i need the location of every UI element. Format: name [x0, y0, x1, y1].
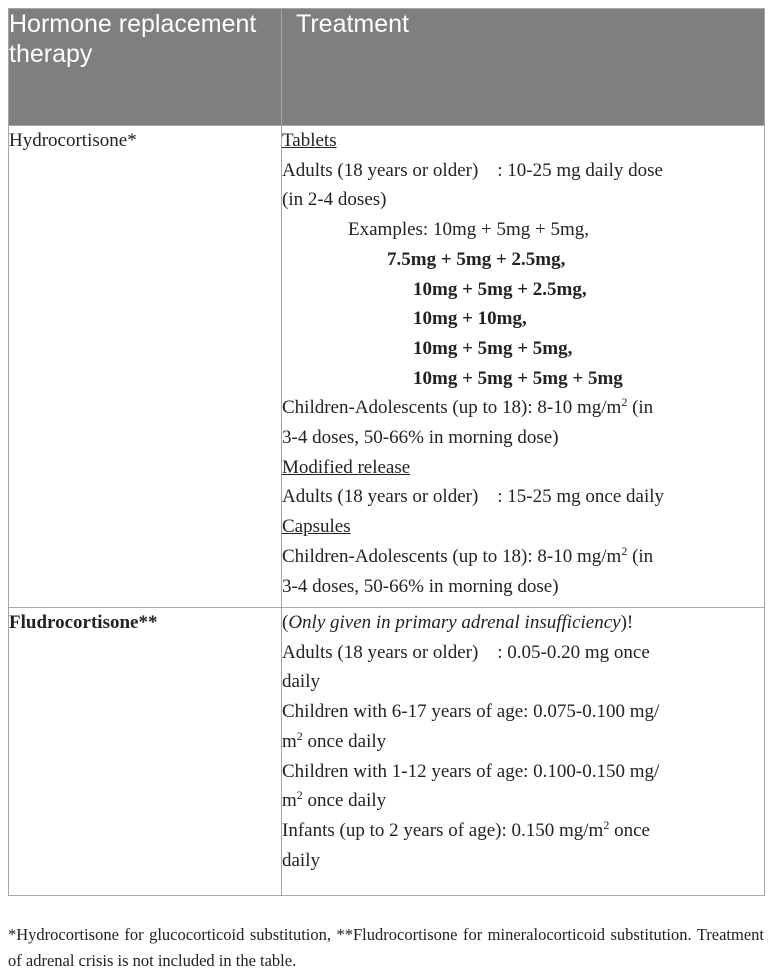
capsules-children-dose-line1 — [282, 542, 764, 572]
fludrocortisone-name-cell — [9, 608, 282, 896]
fludro-infants-line1 — [282, 816, 764, 846]
note-open: ( — [282, 612, 289, 633]
tablets-adults-dose-line1 — [282, 156, 764, 186]
hydrocortisone-name-cell — [9, 126, 282, 608]
capsules-children-dose-tail: (in — [627, 545, 654, 567]
examples-label: Examples: 10mg + 5mg + 5mg, — [348, 219, 589, 241]
tablets-adults-dose-line2: (in 2-4 doses) — [282, 189, 387, 211]
capsules-children-dose-line2: 3-4 doses, 50-66% in morning dose) — [282, 575, 559, 597]
fludro-children-6-17-line2 — [282, 727, 764, 757]
header-col-therapy: Hormone replacement therapy — [9, 9, 282, 126]
table-footnote: *Hydrocortisone for glucocorticoid substitution, **Fludrocortisone for mineralocorticoid substitution. Treatment of adrenal crisis is not included in the table. — [8, 925, 764, 970]
tablets-children-dose-line1 — [282, 393, 764, 423]
fludro-adults-line1 — [282, 638, 764, 668]
hormone-therapy-table — [8, 8, 765, 896]
table-row-hydrocortisone — [9, 126, 765, 608]
example-item: 10mg + 5mg + 5mg, — [413, 337, 573, 359]
fludro-infants-tail: once — [609, 819, 650, 841]
superscript-2: 2 — [296, 728, 303, 743]
fludrocortisone-note — [282, 608, 764, 638]
fludro-children-1-12-line1: Children with 1-12 years of age: 0.100-0.150 mg/ — [282, 760, 660, 782]
modified-release-heading: Modified release — [282, 456, 411, 478]
fludro-infants-line2: daily — [282, 849, 320, 871]
example-item: 7.5mg + 5mg + 2.5mg, — [387, 248, 566, 270]
header-col-treatment: Treatment — [282, 9, 765, 126]
note-italic-text: Only given in primary adrenal insufficiency — [288, 612, 621, 633]
fludro-children-1-12-unit: m — [282, 790, 297, 812]
superscript-2: 2 — [296, 788, 303, 803]
modified-release-adults-dose — [282, 482, 764, 512]
table-header-row — [9, 9, 765, 126]
fludro-infants-text: Infants (up to 2 years of age): 0.150 mg/m — [282, 819, 604, 841]
fludro-children-1-12-line2 — [282, 786, 764, 816]
table-row-fludrocortisone — [9, 608, 765, 896]
fludro-children-6-17-unit: m — [282, 730, 297, 752]
tablets-adults-dose-line1-text: Adults (18 years or older) : 10-25 mg daily dose — [282, 159, 663, 181]
hydrocortisone-treatment-cell — [282, 126, 765, 608]
superscript-2: 2 — [621, 543, 628, 558]
tablets-children-dose-line2: 3-4 doses, 50-66% in morning dose) — [282, 427, 559, 449]
tablets-heading: Tablets — [282, 130, 337, 151]
hydrocortisone-name: Hydrocortisone* — [9, 130, 137, 151]
tablets-children-dose-tail: (in — [627, 397, 654, 419]
fludrocortisone-name: Fludrocortisone** — [9, 612, 158, 633]
fludro-children-1-12-tail: once daily — [302, 790, 387, 812]
fludro-adults-line2: daily — [282, 671, 320, 693]
note-close: )! — [620, 612, 634, 633]
modified-release-adults-text: Adults (18 years or older) : 15-25 mg once daily — [282, 486, 665, 508]
fludrocortisone-treatment-cell — [282, 608, 765, 896]
fludro-children-6-17-tail: once daily — [302, 730, 387, 752]
example-item: 10mg + 5mg + 5mg + 5mg — [413, 367, 623, 389]
superscript-2: 2 — [603, 817, 610, 832]
capsules-heading: Capsules — [282, 516, 351, 538]
tablets-children-dose-text: Children-Adolescents (up to 18): 8-10 mg/m — [282, 397, 622, 419]
example-item: 10mg + 10mg, — [413, 308, 527, 330]
fludro-adults-line1-text: Adults (18 years or older) : 0.05-0.20 mg once — [282, 641, 650, 663]
superscript-2: 2 — [621, 395, 628, 410]
example-item: 10mg + 5mg + 2.5mg, — [413, 278, 587, 300]
fludro-children-6-17-line1: Children with 6-17 years of age: 0.075-0.100 mg/ — [282, 701, 660, 723]
capsules-children-dose-text: Children-Adolescents (up to 18): 8-10 mg/m — [282, 545, 622, 567]
